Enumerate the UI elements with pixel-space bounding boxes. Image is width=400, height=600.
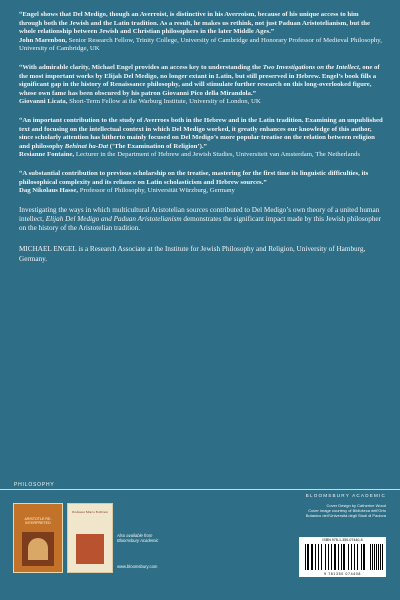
endorser-role: Short-Term Fellow at the Warburg Institute, University of London, UK — [67, 98, 261, 106]
book-description: Investigating the ways in which multicultural Aristotelian sources contributed to Del Medigo’s own theory of a united human intellect, Elijah Del Medigo and Paduan Aristotelianism demonstrates the significant impact made by this Jewish philosopher on the history of the Aristotelian tradition. — [19, 205, 381, 233]
barcode-bar — [376, 544, 377, 570]
endorser-name: John Marenbon, — [19, 36, 67, 44]
barcode-bar — [315, 544, 316, 570]
barcode-bar — [307, 544, 309, 570]
cover-footer — [0, 480, 400, 600]
endorsement-text: “A substantial contribution to previous scholarship on the treatise, mastering for the first time its linguistic difficulties, its philosophical complexity and its reliance on Latin scholasticism and Hebrew sources.” — [19, 169, 369, 186]
endorser-name: Giovanni Licata, — [19, 98, 68, 106]
endorsement-attribution — [19, 151, 383, 160]
barcode-bar — [351, 544, 353, 570]
barcode-bar — [363, 544, 365, 570]
cover-credits: Cover Design by Catherine Wood Cover image courtesy of Biblioteca dell’Orto Botanico dell’Università degli Studi di Padova — [305, 503, 386, 519]
barcode-bar — [328, 544, 329, 570]
barcode-bar — [382, 544, 383, 570]
endorsement-text: “An important contribution to the study of Averroes both in the Hebrew and in the Latin tradition. Examining an unpublished text and focusing on the intellectual context in which Del Medigo worked, it greatly enhances our knowledge of this author, since scholarly attention has hitherto mainly focused on Del Medigo’s more popular treatise on the relation between religion and philosophy Behinat ha-Dat (‘The Examination of Religion’).” — [19, 116, 383, 150]
author-name: MICHAEL ENGEL — [19, 245, 77, 254]
related-book-cover: ARISTOTLE RE-INTERPRETED — [13, 503, 63, 573]
barcode-bar — [357, 544, 358, 570]
barcode-bar — [321, 544, 322, 570]
author-bio: MICHAEL ENGEL is a Research Associate at the Institute for Jewish Philosophy and Religion, University of Hamburg, Germany. — [19, 245, 366, 263]
barcode-bar — [325, 544, 326, 570]
isbn-number: ISBN 978-1-350-07440-8 — [322, 538, 363, 542]
endorser-role: Senior Research Fellow, Trinity College, University of Cambridge and Honorary Professor of Medieval Philosophy, University of Cambridge, UK — [19, 36, 382, 53]
category-label: PHILOSOPHY — [14, 482, 55, 488]
barcode-bar — [380, 544, 381, 570]
endorser-role: Professor of Philosophy, Universität Würzburg, Germany — [78, 187, 235, 195]
related-book-cover: Professor Marco Forlivesi — [67, 503, 113, 573]
barcode-bar — [341, 544, 342, 570]
endorsement-attribution — [19, 98, 383, 107]
barcode-bars — [305, 544, 368, 570]
also-available-text: Also available from Bloomsbury Academic — [117, 533, 159, 544]
cover-illustration — [28, 538, 48, 560]
barcode-bar — [370, 544, 371, 570]
endorsement-licata — [19, 64, 383, 107]
publisher-website: www.bloomsbury.com — [117, 564, 158, 569]
endorser-role: Lecturer in the Department of Hebrew and Jewish Studies, Universiteit van Amsterdam, The Netherlands — [74, 151, 361, 159]
cover-illustration — [76, 534, 104, 564]
barcode-bar — [331, 544, 333, 570]
back-cover-text — [19, 11, 383, 276]
endorsement-text: “Engel shows that Del Medigo, though an Averroist, is distinctive in his Averroism, because of his unique access to him through both the Jewish and the Latin tradition. As a result, he makes us rethink, not just Paduan Aristotelianism, but the whole relationship between Jewish and Christian philosophers in the later Middle Ages.” — [19, 11, 371, 36]
barcode-bar — [354, 544, 355, 570]
barcode-bar — [334, 544, 336, 570]
barcode-bar — [361, 544, 362, 570]
endorsement-marenbon — [19, 11, 383, 54]
endorsement-hasse — [19, 170, 383, 196]
endorser-name: Dag Nikolaus Hasse, — [19, 187, 79, 195]
barcode-number: 9 781350 074408 — [324, 572, 361, 576]
book-title: Elijah Del Medigo and Paduan Aristotelianism — [45, 214, 182, 223]
endorsement-text: “With admirable clarity, Michael Engel provides an access key to understanding the Two Investigations on the Intellect, one of the most important works by Elijah Del Medigo, no longer extant in Latin, but still preserved in Hebrew. Engel’s book fills a significant gap in the history of Renaissance philosophy, and will stimulate further research on this long-overlooked figure, whose own fame has been obscured by his patron Giovanni Pico della Mirandola.” — [19, 63, 380, 97]
barcode-bar — [348, 544, 349, 570]
barcode-bar — [318, 544, 320, 570]
divider — [0, 489, 400, 490]
endorser-name: Resianne Fontaine, — [19, 151, 75, 159]
barcode-bar — [338, 544, 339, 570]
isbn-barcode — [299, 537, 386, 577]
endorsement-attribution — [19, 37, 383, 54]
endorsement-attribution — [19, 187, 383, 196]
barcode-bar — [305, 544, 306, 570]
barcode-bar — [343, 544, 345, 570]
barcode-bar — [311, 544, 313, 570]
barcode-bar — [374, 544, 375, 570]
publisher-name: BLOOMSBURY ACADEMIC — [305, 493, 386, 498]
endorsement-fontaine — [19, 117, 383, 160]
barcode-addon-bars — [370, 544, 384, 570]
